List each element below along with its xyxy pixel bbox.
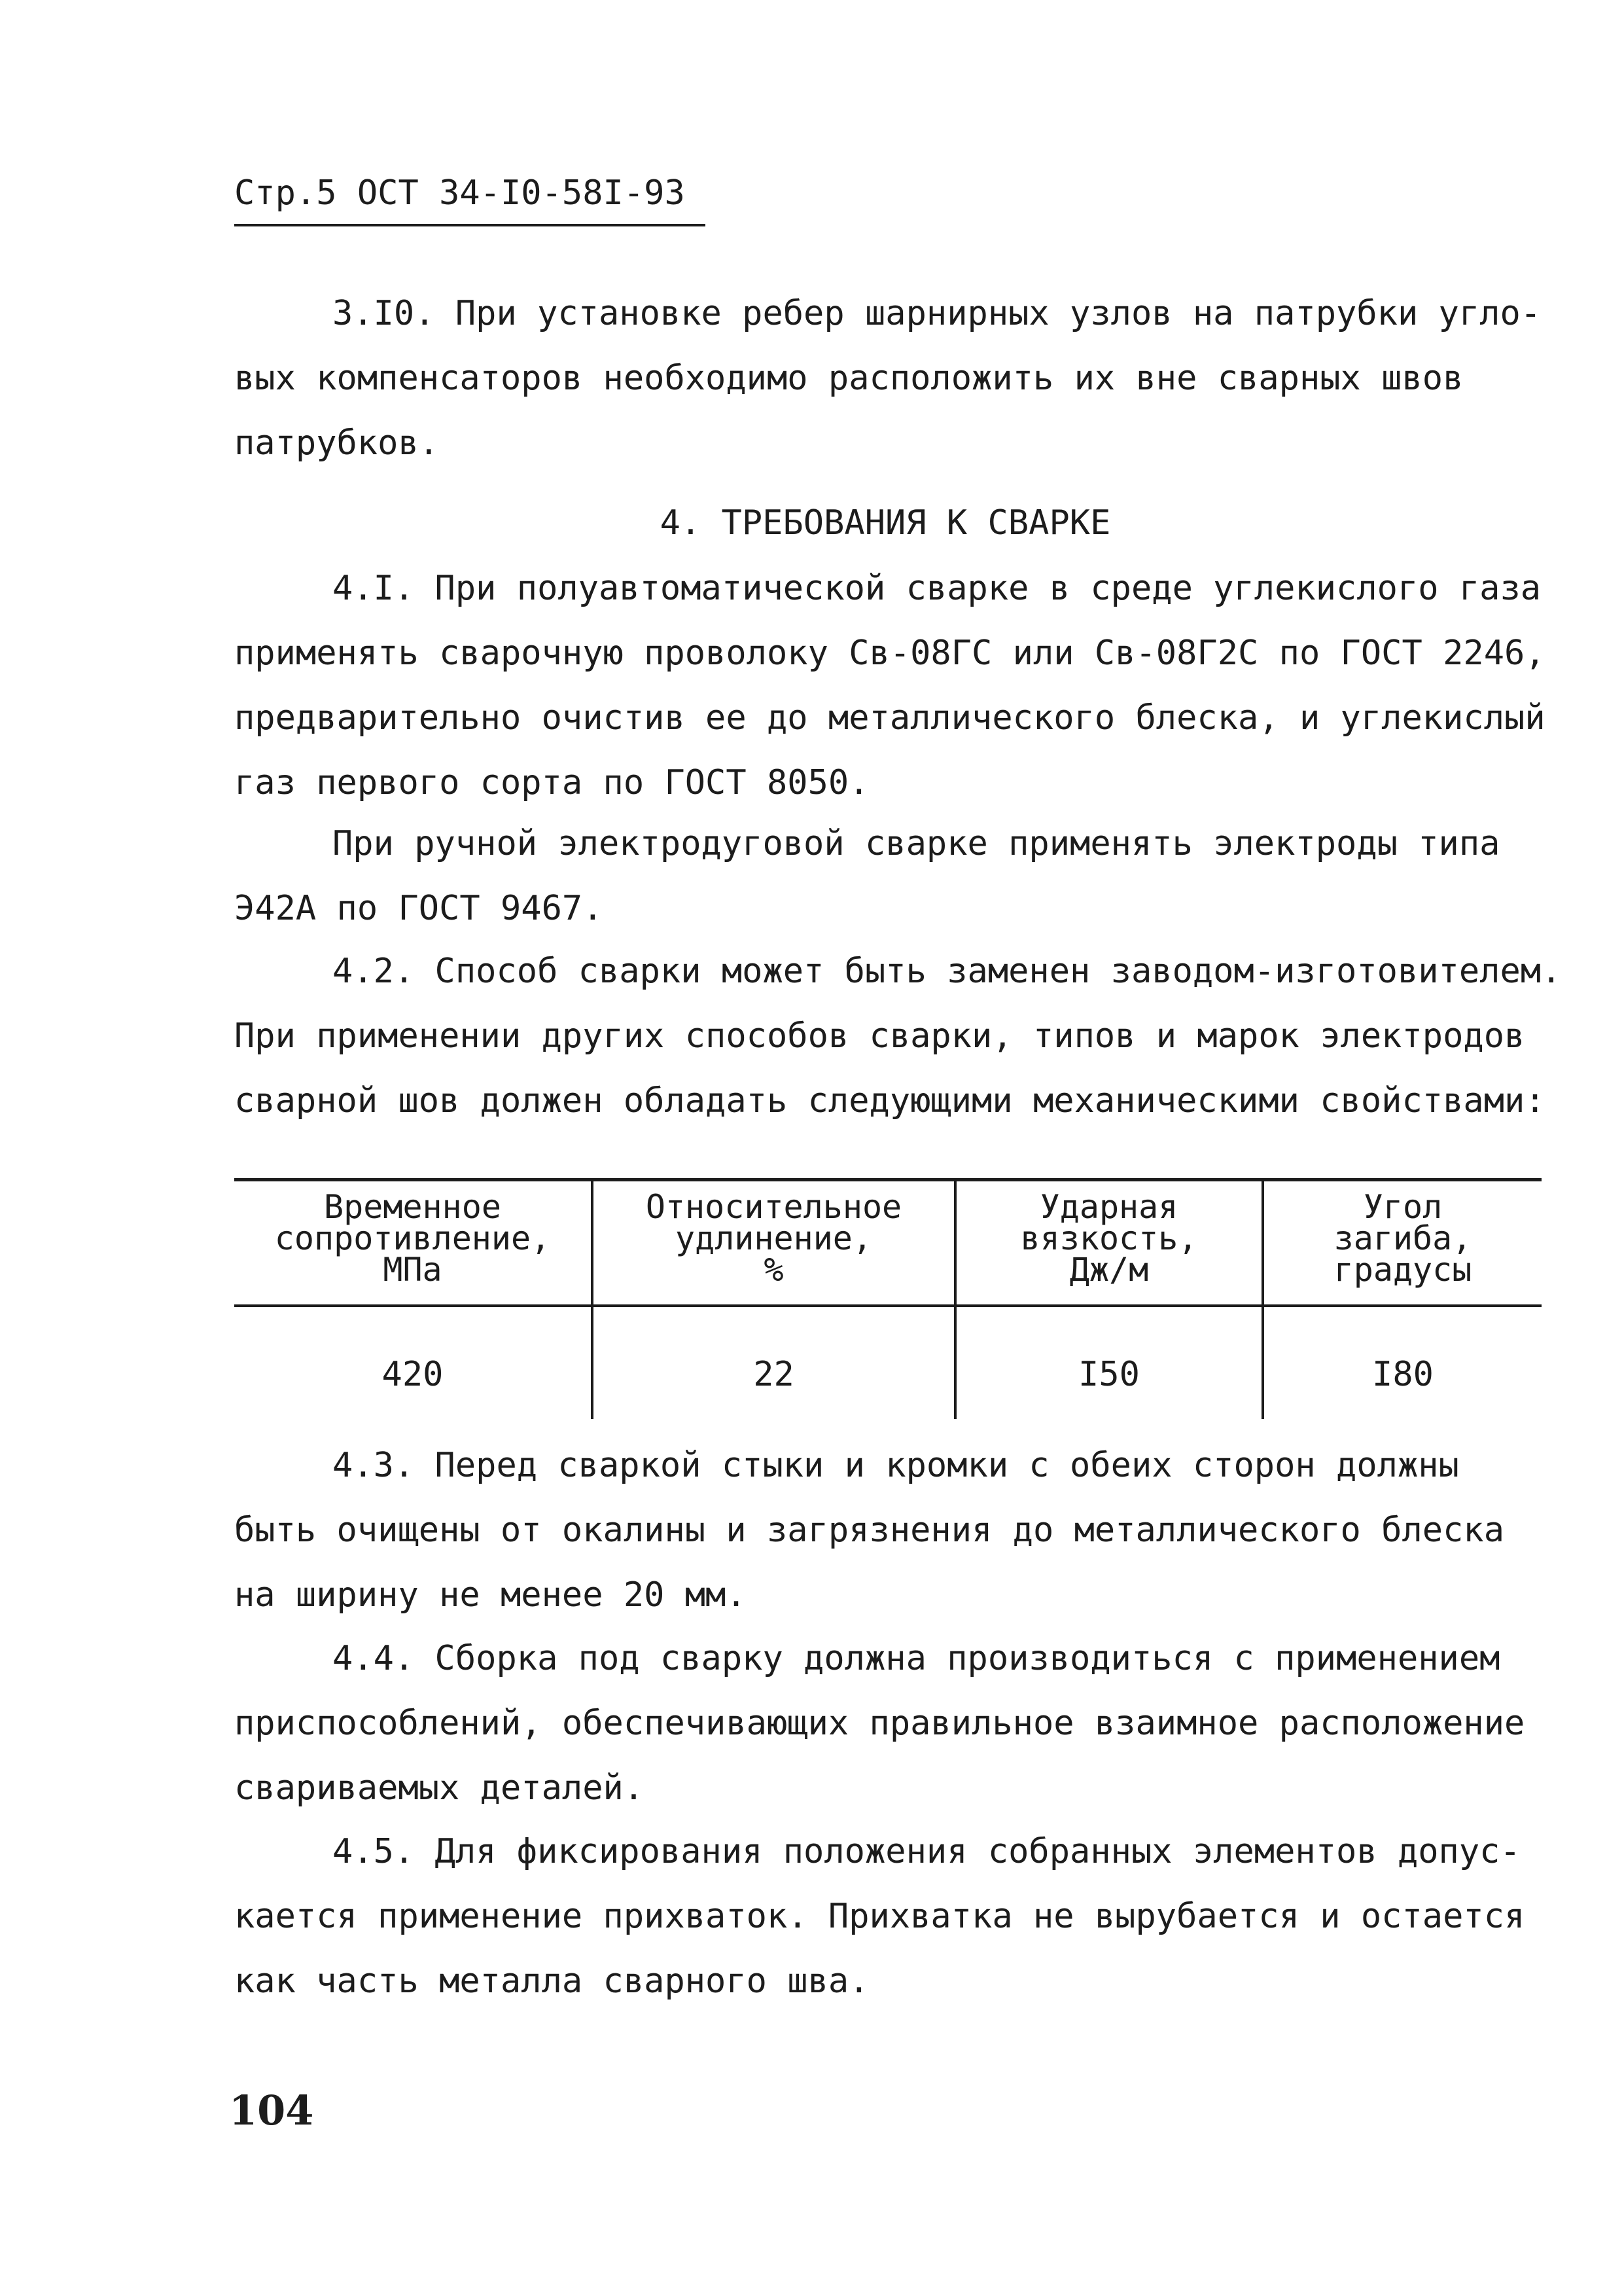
table-top-rule bbox=[234, 1178, 1542, 1181]
text-line: применять сварочную проволоку Св-08ГС или Св-08Г2С по ГОСТ 2246, bbox=[234, 634, 1545, 673]
header-text: МПа bbox=[383, 1251, 442, 1289]
header-text: Временное bbox=[324, 1188, 501, 1226]
header-text: градусы bbox=[1333, 1251, 1472, 1289]
header-underline bbox=[234, 224, 705, 226]
text-line: патрубков. bbox=[234, 423, 440, 463]
page-header: Стр.5 ОСТ 34-I0-58I-93 bbox=[234, 173, 685, 213]
header-text: Угол bbox=[1363, 1188, 1443, 1226]
text-line: 4.3. Перед сваркой стыки и кромки с обеих сторон должны bbox=[332, 1446, 1459, 1485]
paragraph-4-1-electrodes bbox=[234, 812, 1536, 941]
table-value-cell: 420 bbox=[381, 1355, 444, 1394]
text-line: сварной шов должен обладать следующими механическими свойствами: bbox=[234, 1081, 1545, 1121]
text-line: свариваемых деталей. bbox=[234, 1768, 644, 1808]
table-header-cell bbox=[1264, 1188, 1542, 1302]
text-line: кается применение прихваток. Прихватка не вырубается и остается bbox=[234, 1897, 1525, 1936]
page-number: 104 bbox=[229, 2087, 314, 2134]
paragraph-3-10 bbox=[234, 281, 1542, 476]
paragraph-4-5 bbox=[234, 1820, 1536, 2014]
header-text: Ударная bbox=[1040, 1188, 1178, 1226]
paragraph-4-1 bbox=[234, 556, 1545, 816]
text-line: 4.2. Способ сварки может быть заменен заводом-изготовителем. bbox=[332, 952, 1562, 991]
text-line: приспособлений, обеспечивающих правильное взаимное расположение bbox=[234, 1704, 1525, 1743]
paragraph-4-3 bbox=[234, 1433, 1536, 1628]
header-text: загиба, bbox=[1333, 1219, 1472, 1257]
header-text: Относительное bbox=[645, 1188, 902, 1226]
text-line: При применении других способов сварки, типов и марок электродов bbox=[234, 1016, 1525, 1056]
table-header-cell bbox=[234, 1188, 591, 1302]
text-line: предварительно очистив ее до металлического блеска, и углекислый bbox=[234, 698, 1545, 738]
table-header-cell bbox=[957, 1188, 1262, 1302]
text-line: как часть металла сварного шва. bbox=[234, 1962, 870, 2001]
paragraph-4-2 bbox=[234, 939, 1562, 1134]
header-text: Дж/м bbox=[1069, 1251, 1149, 1289]
mechanical-properties-table bbox=[234, 1178, 1542, 1420]
text-line: 4.5. Для фиксирования положения собранных элементов допус- bbox=[332, 1832, 1521, 1871]
text-line: 4.4. Сборка под сварку должна производиться с применением bbox=[332, 1639, 1500, 1678]
header-text: % bbox=[764, 1251, 784, 1289]
table-header-cell bbox=[593, 1188, 954, 1302]
header-text: вязкость, bbox=[1020, 1219, 1198, 1257]
text-line: газ первого сорта по ГОСТ 8050. bbox=[234, 763, 870, 802]
text-line: быть очищены от окалины и загрязнения до металлического блеска bbox=[234, 1511, 1505, 1550]
table-value-cell: I50 bbox=[1078, 1355, 1140, 1394]
text-line: 3.I0. При установке ребер шарнирных узлов на патрубки угло- bbox=[332, 294, 1542, 333]
section-title: 4. ТРЕБОВАНИЯ К СВАРКЕ bbox=[660, 503, 1111, 543]
table-value-cell: 22 bbox=[753, 1355, 794, 1394]
text-line: вых компенсаторов необходимо расположить их вне сварных швов bbox=[234, 359, 1464, 398]
header-text: сопротивление, bbox=[274, 1219, 551, 1257]
text-line: 4.I. При полуавтоматической сварке в среде углекислого газа bbox=[332, 569, 1542, 608]
text-line: Э42А по ГОСТ 9467. bbox=[234, 889, 603, 928]
text-line: на ширину не менее 20 мм. bbox=[234, 1575, 747, 1615]
text-line: При ручной электродуговой сварке применять электроды типа bbox=[332, 824, 1500, 863]
paragraph-4-4 bbox=[234, 1626, 1536, 1821]
table-header-rule bbox=[234, 1304, 1542, 1307]
header-text: удлинение, bbox=[675, 1219, 873, 1257]
table-value-cell: I80 bbox=[1372, 1355, 1434, 1394]
